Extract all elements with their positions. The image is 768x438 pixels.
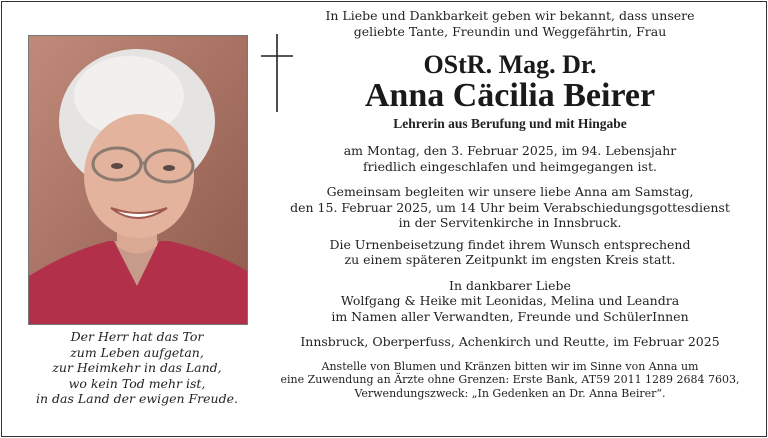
notice-text [270, 8, 750, 400]
death-notice: am Montag, den 3. Februar 2025, im 94. Lebensjahr friedlich eingeschlafen und heimgegangen ist. [343, 143, 677, 174]
verse-line: Der Herr hat das Tor [70, 329, 204, 344]
verse-line: wo kein Tod mehr ist, [68, 375, 206, 391]
intro-text: In Liebe und Dankbarkeit geben wir bekannt, dass unsere geliebte Tante, Freundin und Weggefährtin, Frau [325, 8, 695, 39]
mourners: In dankbarer Liebe Wolfgang & Heike mit Leonidas, Melina und Leandra im Namen aller Verwandten, Freunde und SchülerInnen [331, 277, 689, 324]
bible-verse [28, 329, 246, 407]
deceased-title: OStR. Mag. Dr. [423, 50, 597, 79]
donation-request: Anstelle von Blumen und Kränzen bitten wir im Sinne von Anna um eine Zuwendung an Ärzte ohne Grenzen: Erste Bank, AT59 2011 1289 2684 7603, Verwendungszweck: „In Gedenken an Dr. Anna Beirer“. [280, 359, 740, 400]
deceased-profession: Lehrerin aus Berufung und mit Hingabe [393, 116, 627, 131]
verse-line: zum Leben aufgetan, [70, 344, 204, 360]
deceased-name: Anna Cäcilia Beirer [364, 77, 656, 114]
farewell-service: Gemeinsam begleiten wir unsere liebe Anna am Samstag, den 15. Februar 2025, um 14 Uhr beim Verabschiedungsgottesdienst in der Servitenkirche in Innsbruck. [290, 184, 730, 230]
place-date: Innsbruck, Oberperfuss, Achenkirch und Reutte, im Februar 2025 [300, 334, 720, 349]
urn-burial: Die Urnenbeisetzung findet ihrem Wunsch entsprechend zu einem späteren Zeitpunkt im engsten Kreis statt. [329, 236, 691, 267]
portrait-photo [28, 35, 248, 325]
verse-line: in das Land der ewigen Freude. [36, 391, 238, 406]
verse-line: zur Heimkehr in das Land, [52, 360, 222, 375]
